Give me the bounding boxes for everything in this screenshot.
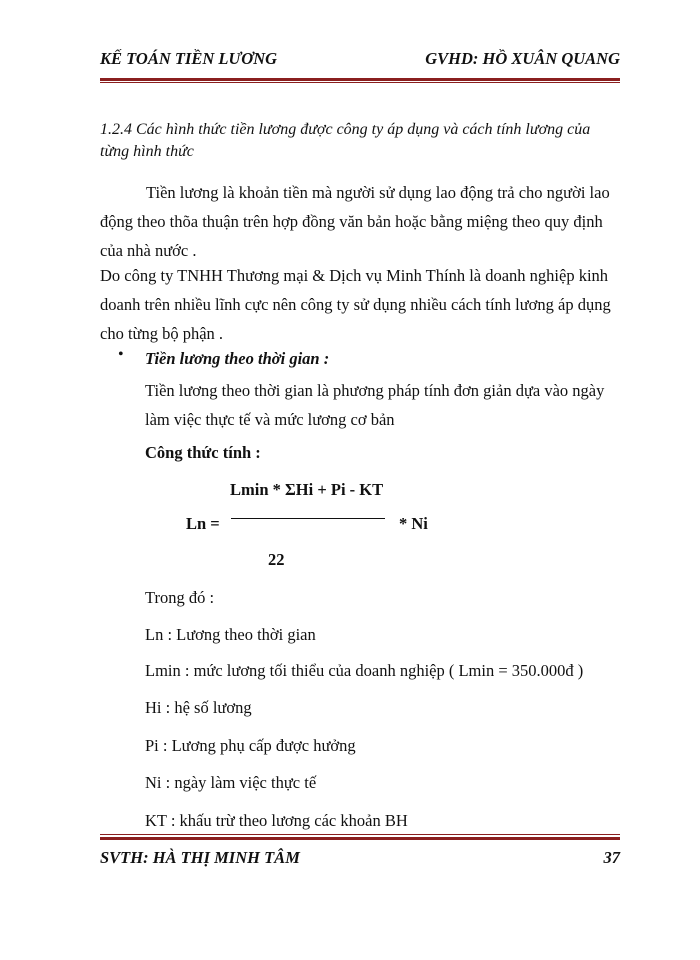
page-footer [100,848,620,868]
definitions-intro: Trong đó : [145,588,215,607]
formula-title: Công thức tính : [145,443,261,462]
definition-ln: Ln : Lương theo thời gian [145,625,316,644]
bullet-icon: • [118,346,124,363]
definition-ni: Ni : ngày làm việc thực tế [145,773,317,792]
bullet-title: Tiền lương theo thời gian : [145,349,330,368]
formula-denominator: 22 [268,550,285,569]
formula-lhs: Ln = [186,514,220,533]
definition-kt: KT : khấu trừ theo lương các khoản BH [145,811,408,830]
page-header [100,49,620,69]
footer-student: SVTH: HÀ THỊ MINH TÂM [100,848,300,867]
formula-numerator: Lmin * ΣHi + Pi - KT [230,480,384,499]
header-supervisor: GVHD: HỒ XUÂN QUANG [425,49,620,68]
definition-pi: Pi : Lương phụ cấp được hưởng [145,736,356,755]
formula-multiplier: * Ni [399,514,428,533]
fraction-bar [231,518,385,519]
paragraph-definition: Tiền lương là khoản tiền mà người sử dụng lao động trả cho người lao động theo thõa thuận trên hợp đồng văn bản hoặc bằng miệng theo quy định của nhà nước . [100,183,610,260]
paragraph-company: Do công ty TNHH Thương mại & Dịch vụ Minh Thính là doanh nghiệp kinh doanh trên nhiều lĩnh cực nên công ty sử dụng nhiều cách tính lương áp dụng cho từng bộ phận . [100,266,611,343]
definition-lmin: Lmin : mức lương tối thiểu của doanh nghiệp ( Lmin = 350.000đ ) [145,661,584,680]
bullet-description: Tiền lương theo thời gian là phương pháp tính đơn giản dựa vào ngày làm việc thực tế và mức lương cơ bản [145,381,605,429]
footer-rule [100,834,620,840]
header-title: KẾ TOÁN TIỀN LƯƠNG [100,49,278,68]
page-number: 37 [603,848,620,867]
section-heading: 1.2.4 Các hình thức tiền lương được công ty áp dụng và cách tính lương của từng hình thức [100,121,591,160]
header-rule [100,78,620,83]
definition-hi: Hi : hệ số lương [145,698,252,717]
